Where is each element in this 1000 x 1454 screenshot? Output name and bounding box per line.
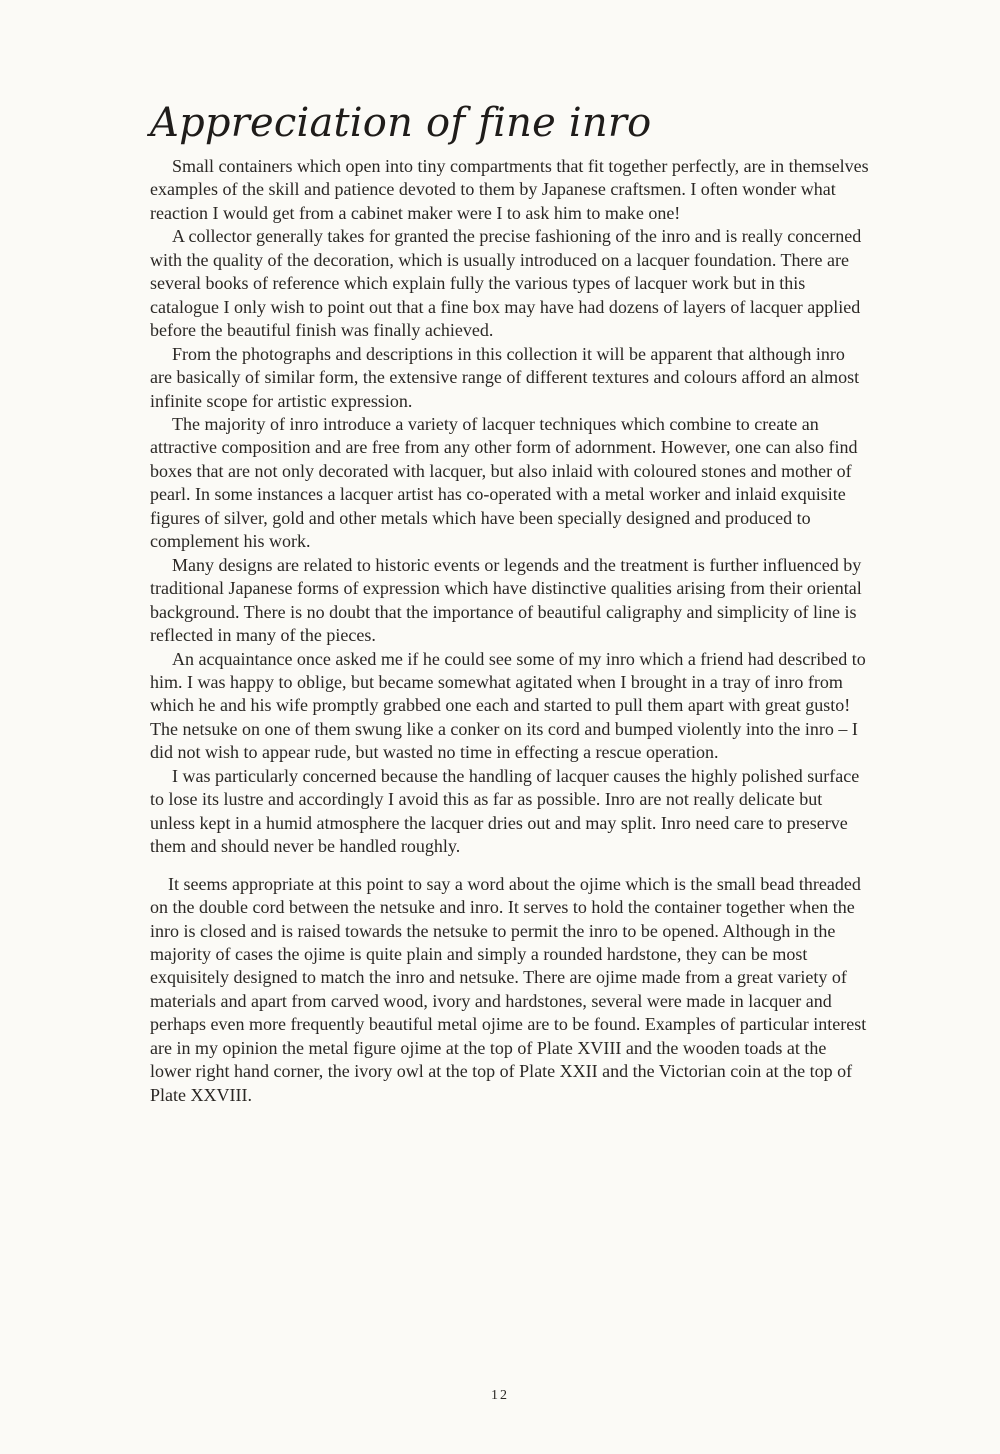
page-body [150, 95, 870, 1107]
page-title: Appreciation of fine inro [150, 100, 652, 146]
paragraph: It seems appropriate at this point to say a word about the ojime which is the small bead threaded on the double cord between the netsuke and inro. It serves to hold the container together when the inro is closed and is raised towards the netsuke to permit the inro to be opened. Although in the majority of cases the ojime is quite plain and simply a rounded hardstone, they can be most exquisitely designed to match the inro and netsuke. There are ojime made from a great variety of materials and apart from carved wood, ivory and hardstones, several were made in lacquer and perhaps even more frequently beautiful metal ojime are to be found. Examples of particular interest are in my opinion the metal figure ojime at the top of Plate XVIII and the wooden toads at the lower right hand corner, the ivory owl at the top of Plate XXII and the Victorian coin at the top of Plate XXVIII. [150, 873, 867, 1105]
paragraph: A collector generally takes for granted the precise fashioning of the inro and is really concerned with the quality of the decoration, which is usually introduced on a lacquer foundation. There are several books of reference which explain fully the various types of lacquer work but in this catalogue I only wish to point out that a fine box may have had dozens of layers of lacquer applied before the beautiful finish was finally achieved. [150, 226, 862, 341]
page-number: 12 [491, 1388, 509, 1403]
paragraph: The majority of inro introduce a variety of lacquer techniques which combine to create an attractive composition and are free from any other form of adornment. However, one can also find boxes that are not only decorated with lacquer, but also inlaid with coloured stones and mother of pearl. In some instances a lacquer artist has co-operated with a metal worker and inlaid exquisite figures of silver, gold and other metals which have been specially designed and produced to complement his work. [150, 413, 858, 552]
paragraph: Small containers which open into tiny compartments that fit together perfectly, are in themselves examples of the skill and patience devoted to them by Japanese craftsmen. I often wonder what reaction I would get from a cabinet maker were I to ask him to make one! [150, 156, 869, 223]
paragraph: I was particularly concerned because the handling of lacquer causes the highly polished surface to lose its lustre and accordingly I avoid this as far as possible. Inro are not really delicate but unless kept in a humid atmosphere the lacquer dries out and may split. Inro need care to preserve them and should never be handled roughly. [150, 765, 860, 857]
paragraph: Many designs are related to historic events or legends and the treatment is further influenced by traditional Japanese forms of expression which have distinctive qualities arising from their oriental background. There is no doubt that the importance of beautiful caligraphy and simplicity of line is reflected in many of the pieces. [150, 554, 862, 646]
paragraph: From the photographs and descriptions in this collection it will be apparent that although inro are basically of similar form, the extensive range of different textures and colours afford an almost infinite scope for artistic expression. [150, 343, 860, 411]
paragraph: An acquaintance once asked me if he could see some of my inro which a friend had described to him. I was happy to oblige, but became somewhat agitated when I brought in a tray of inro from which he and his wife promptly grabbed one each and started to pull them apart with great gusto! The netsuke on one of them swung like a conker on its cord and bumped violently into the inro – I did not wish to appear rude, but wasted no time in effecting a rescue operation. [150, 648, 866, 763]
